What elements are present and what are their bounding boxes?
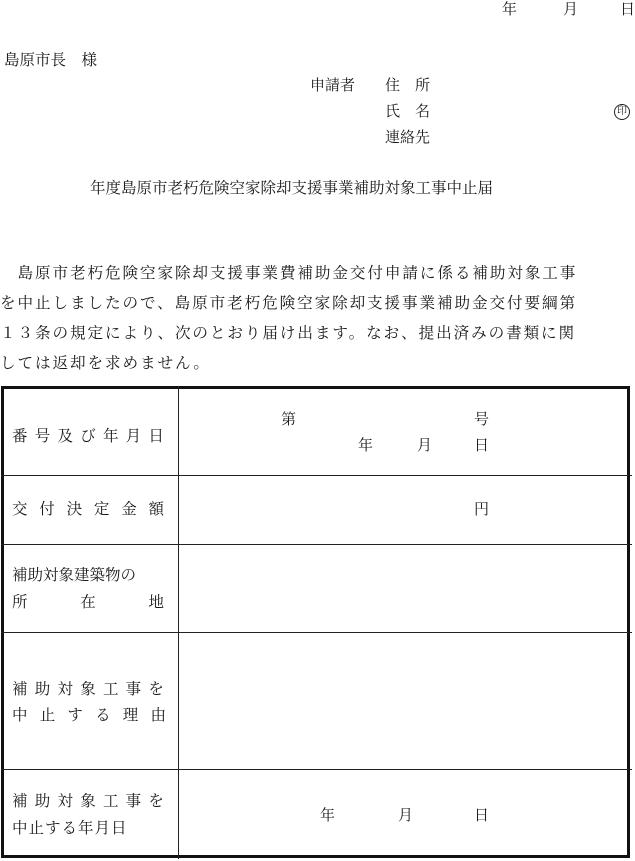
label-char: 月 [125, 427, 142, 445]
number-suffix: 号 [474, 410, 490, 428]
label-char: 止 [39, 706, 56, 724]
label-char: を [148, 792, 164, 810]
label-char: 所 [12, 593, 28, 611]
label-number-and-date [12, 429, 164, 445]
row-divider [1, 632, 632, 633]
label-char: 事 [125, 680, 142, 698]
label-building-line1: 補助対象建築物の [12, 566, 137, 584]
label-char: 地 [148, 593, 164, 611]
row-divider [1, 475, 632, 476]
form-table [0, 386, 633, 861]
label-char: 対 [57, 792, 73, 810]
name-label: 氏 名 [385, 102, 431, 120]
label-char: 決 [66, 500, 83, 518]
label-char: び [80, 427, 96, 445]
label-char: 補 [12, 680, 28, 698]
label-char: 対 [57, 680, 73, 698]
label-char: 中 [12, 706, 28, 724]
date-month-label: 月 [563, 0, 579, 18]
date-day-label: 日 [620, 0, 635, 18]
label-char: 定 [93, 500, 110, 518]
yen-unit: 円 [474, 500, 490, 518]
contact-label: 連絡先 [385, 128, 431, 146]
label-char: 理 [122, 706, 139, 724]
label-char: 年 [102, 427, 119, 445]
label-char: 日 [148, 427, 164, 445]
label-char: 工 [102, 792, 119, 810]
label-char: 助 [34, 792, 51, 810]
row-divider [1, 769, 632, 770]
addressee: 島原市長 様 [4, 51, 98, 69]
address-label: 住 所 [385, 76, 431, 94]
label-char: 及 [57, 427, 73, 445]
table-frame [1, 386, 630, 858]
date-year-label: 年 [502, 0, 518, 18]
row5-month: 月 [398, 806, 414, 824]
label-char: 号 [34, 427, 51, 445]
label-char: 事 [125, 792, 142, 810]
label-stop-date-line2: 中止する年月日 [12, 819, 128, 837]
label-char: 額 [148, 500, 164, 518]
label-char: 由 [150, 706, 166, 724]
label-reason-line1 [12, 682, 164, 698]
label-char: 交 [12, 500, 28, 518]
label-char: 工 [102, 680, 119, 698]
label-char: 象 [80, 792, 96, 810]
label-grant-amount [12, 502, 164, 518]
label-reason-line2 [12, 708, 166, 724]
row5-day: 日 [474, 806, 490, 824]
table-column-divider [178, 386, 179, 859]
seal-mark: 印 [614, 104, 630, 120]
label-char: 助 [34, 680, 51, 698]
label-char: 金 [121, 500, 137, 518]
body-paragraph: 島原市老朽危険空家除却支援事業費補助金交付申請に係る補助対象工事 を中止しましたので、島原市老朽危険空家除却支援事業補助金交付要綱第 １３条の規定により、次のとおり届け出ます。なお、提出済みの書類に関 しては返却を求めません。 [0, 264, 578, 372]
number-prefix: 第 [281, 410, 297, 428]
label-char: す [67, 706, 83, 724]
label-char: 象 [80, 680, 96, 698]
label-char: 付 [39, 500, 55, 518]
label-char: 在 [80, 593, 96, 611]
applicant-role: 申請者 [310, 76, 356, 94]
row1-year: 年 [358, 436, 374, 454]
label-building-location [12, 595, 164, 611]
document-title: 年度島原市老朽危険空家除却支援事業補助対象工事中止届 [90, 179, 494, 197]
label-char: る [95, 706, 111, 724]
row1-day: 日 [474, 436, 490, 454]
row5-year: 年 [320, 806, 336, 824]
row-divider [1, 544, 632, 545]
row1-month: 月 [417, 436, 433, 454]
label-char: 補 [12, 792, 28, 810]
label-char: 番 [12, 427, 28, 445]
label-char: を [148, 680, 164, 698]
label-stop-date-line1 [12, 794, 164, 810]
